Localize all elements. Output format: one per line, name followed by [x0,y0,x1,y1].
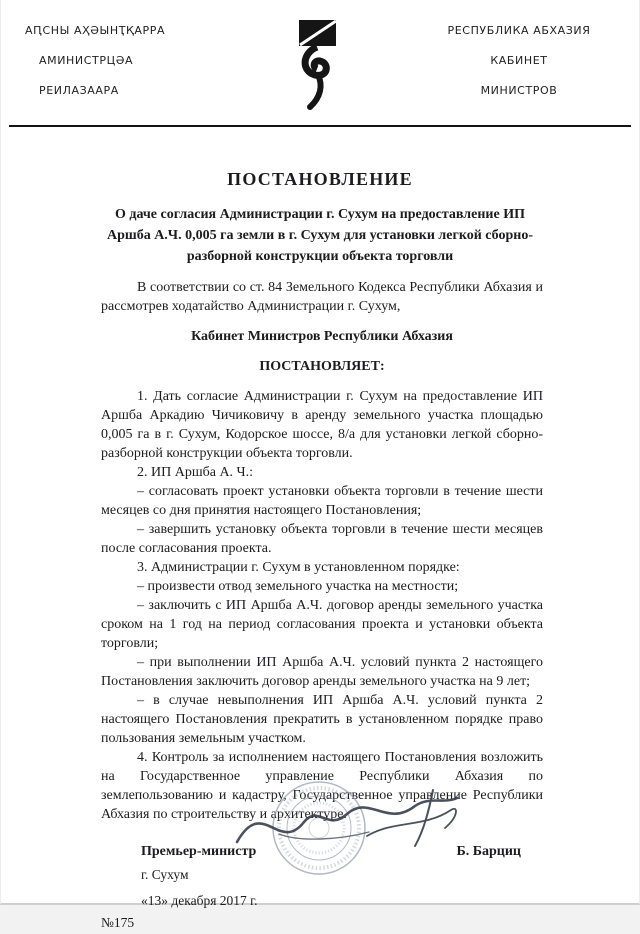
header-divider [9,125,631,127]
document-header [1,0,639,115]
header-russian-block [419,16,619,106]
item-2-sub-2: – завершить установку объекта торговли в течение шести месяцев после согласования проекта. [101,522,543,556]
intro-paragraph: В соответствии со ст. 84 Земельного Кодекса Республики Абхазия и рассмотрев ходатайство Администрации г. Сухум, [101,280,543,314]
signature-city: г. Сухум [141,867,189,882]
item-3: 3. Администрации г. Сухум в установленном порядке: [137,560,460,575]
item-3-sub-1: – произвести отвод земельного участка на местности; [137,579,459,594]
document-subject: О даче согласия Администрации г. Сухум на предоставление ИП Аршба А.Ч. 0,005 га земли в г. Сухум для установки легкой сборно-разборной конструкции объекта торговли [106,207,533,264]
authority-line: Кабинет Министров Республики Абхазия [191,329,453,344]
state-emblem-icon [294,18,340,115]
item-2: 2. ИП Аршба А. Ч.: [137,465,254,480]
item-1: 1. Дать согласие Администрации г. Сухум на предоставление ИП Аршба Аркадию Чичиковичу в аренду земельного участка площадью 0,005 га в г. Сухум, Кодорское шоссе, 8/а для установки легкой сборно-разборной конструкции объекта торговли. [101,389,543,461]
header-russian-line-1: РЕСПУБЛИКА АБХАЗИЯ [447,24,591,37]
header-russian-line-3: МИНИСТРОВ [480,84,558,97]
signer-role: Премьер-министр [141,844,257,859]
signature-date: «13» декабря 2017 г. [141,893,258,908]
header-abkhaz-line-3: РЕИЛАЗААРА [39,84,119,97]
item-2-sub-1: – согласовать проект установки объекта торговли в течение шести месяцев со дня принятия настоящего Постановления; [101,484,543,518]
item-3-sub-4: – в случае невыполнения ИП Аршба А.Ч. условий пункта 2 настоящего Постановления прекратить в установленном порядке право пользования земельным участком. [101,693,543,746]
item-3-sub-3: – при выполнении ИП Аршба А.Ч. условий пункта 2 настоящего Постановления заключить договор аренды земельного участка на 9 лет; [101,655,543,689]
document-title: ПОСТАНОВЛЕНИЕ [227,169,413,189]
header-russian-line-2: КАБИНЕТ [490,54,548,67]
signer-name: Б. Барциц [456,844,521,859]
document-body [101,278,543,824]
header-abkhaz-line-1: АԤСНЫ АҲӘЫНҬҚАРРА [25,24,166,37]
signature-row [141,844,521,860]
item-4: 4. Контроль за исполнением настоящего Постановления возложить на Государственное управление Республики Абхазия по землепользованию и кадастру, Государственное управление Республики Абхазия по строительству и архитектуре. [101,750,543,822]
document-number: №175 [101,915,135,930]
resolves-line: ПОСТАНОВЛЯЕТ: [259,359,385,374]
header-abkhaz-line-2: АМИНИСТРЦӘА [39,54,134,67]
header-abkhaz-block [21,16,215,106]
item-3-sub-2: – заключить с ИП Аршба А.Ч. договор аренды земельного участка сроком на 1 год на период согласования проекта и установки объекта торговли; [101,598,543,651]
